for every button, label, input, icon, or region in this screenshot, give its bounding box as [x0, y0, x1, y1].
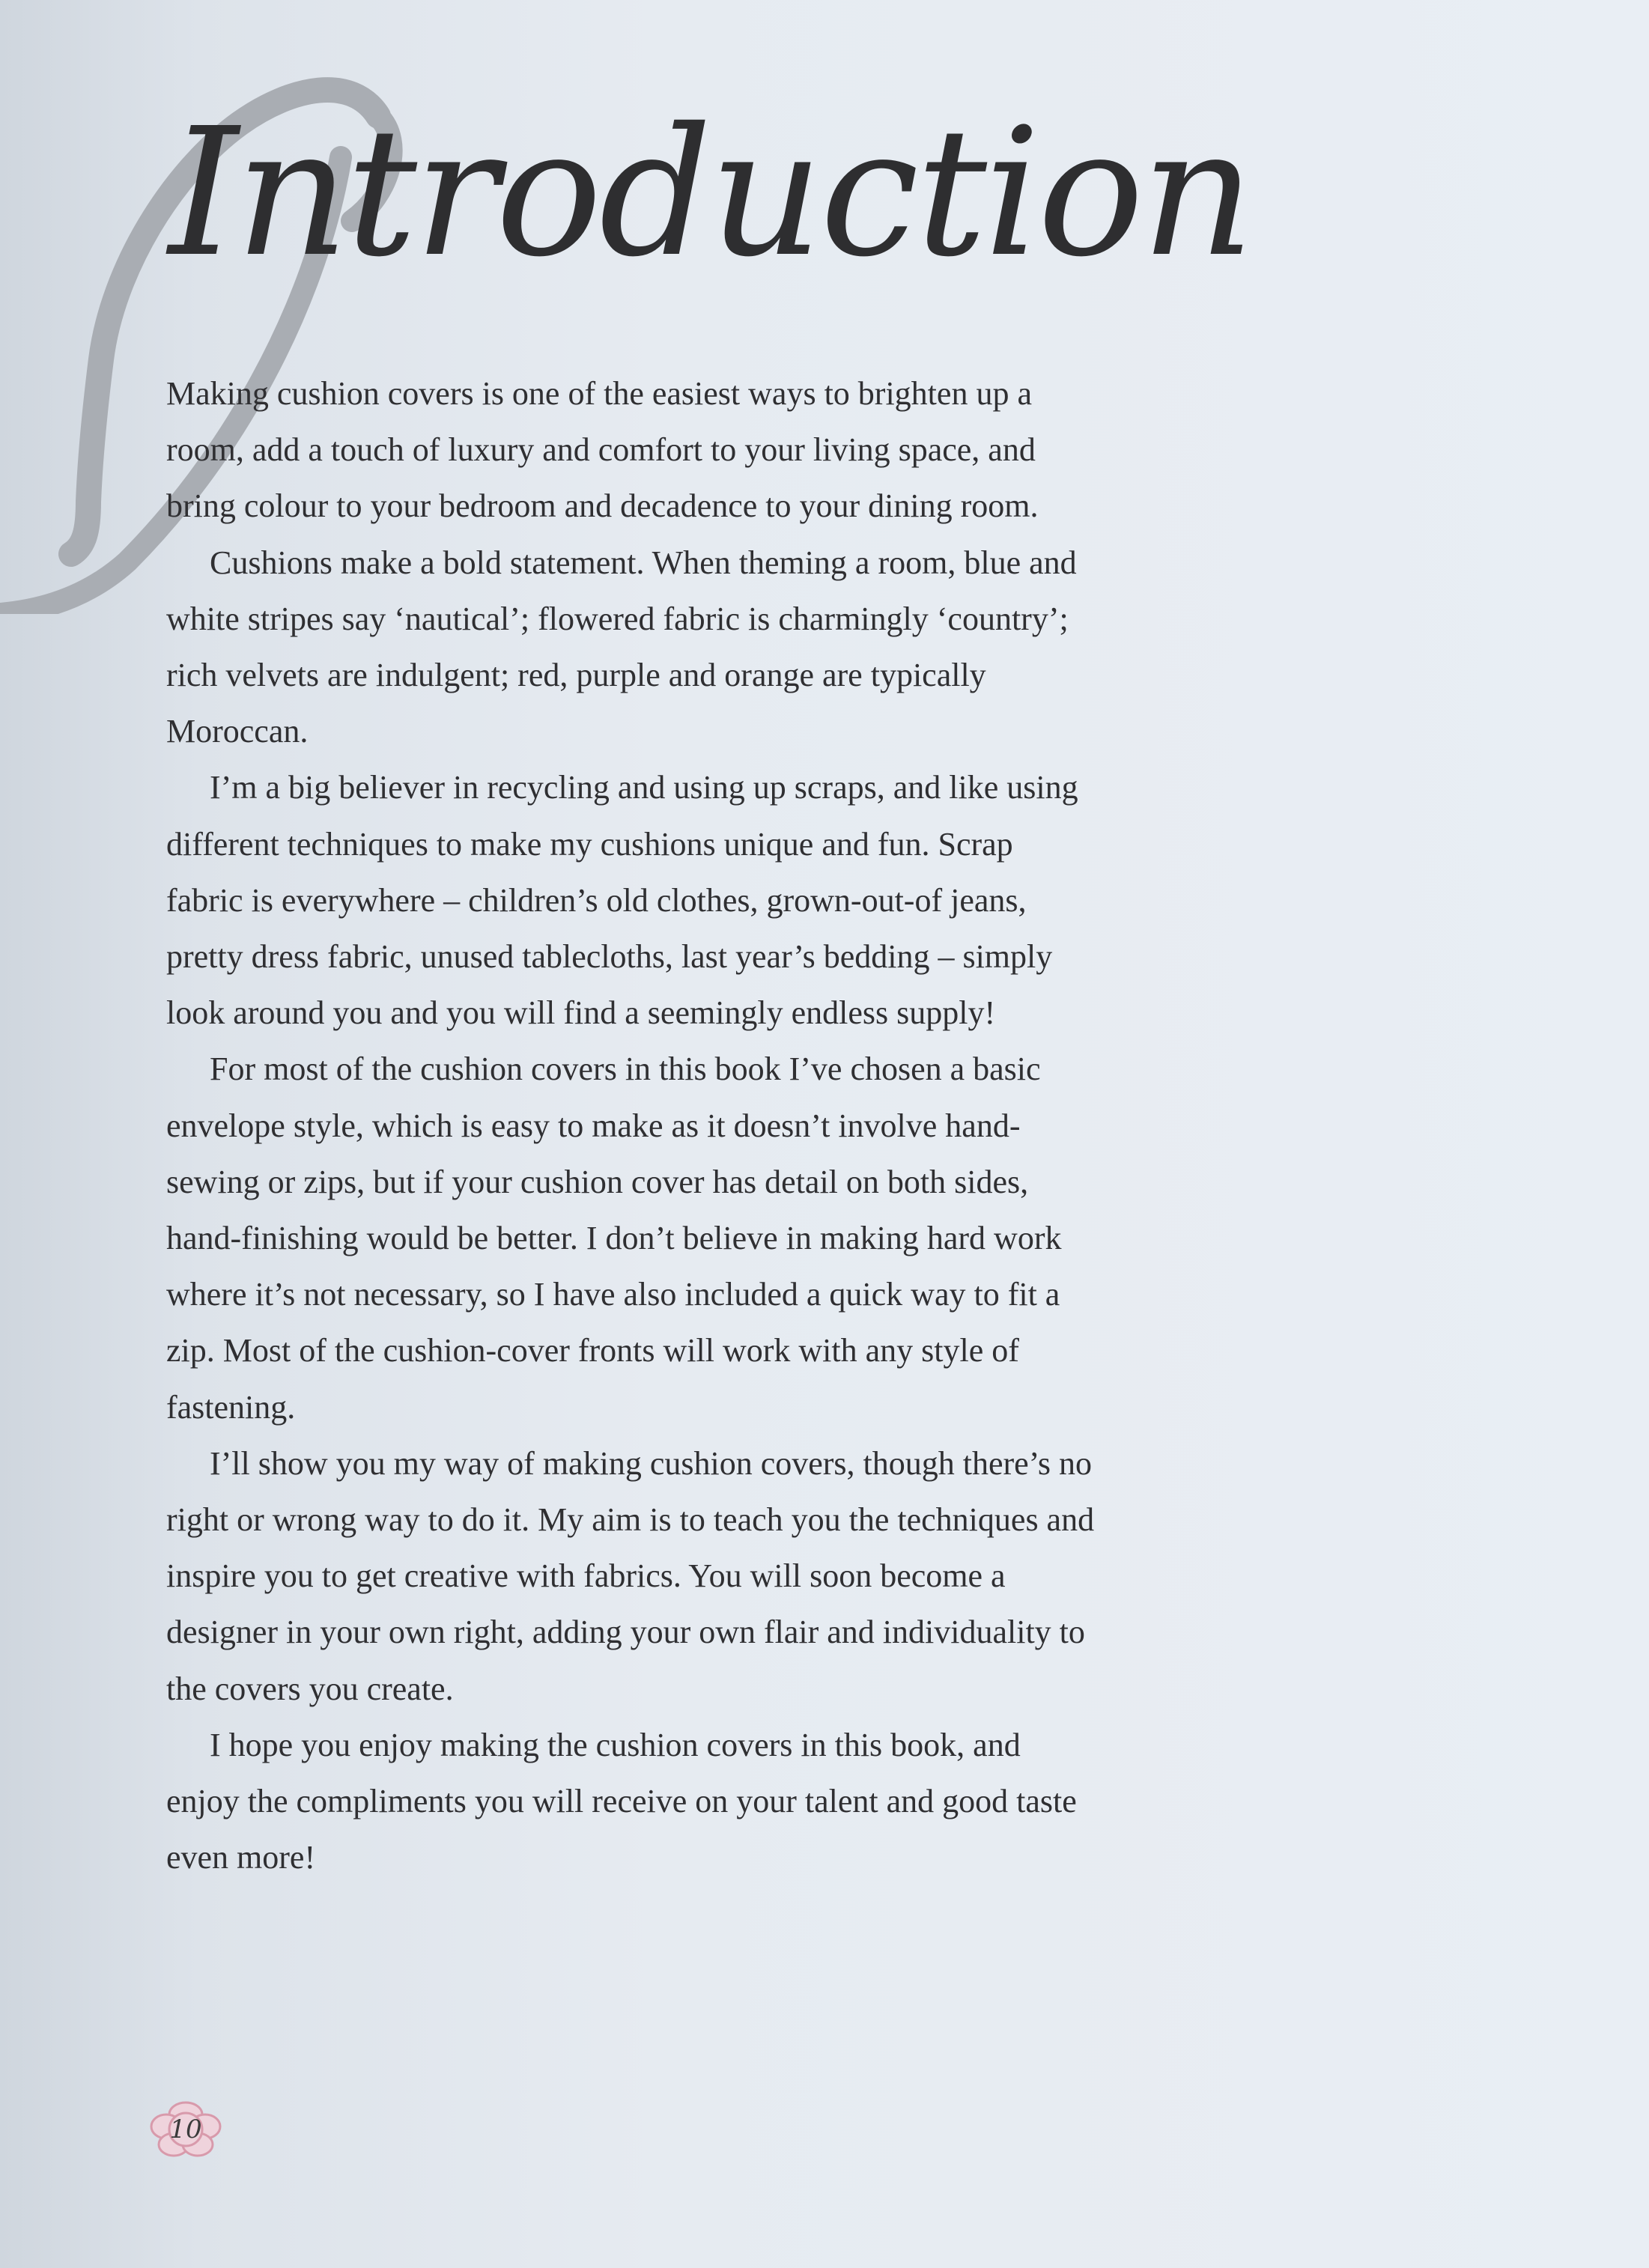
paragraph: I’m a big believer in recycling and using up scraps, and like using different techniques to make my cushions unique and fun. Scrap fabric is everywhere – children’s old clothes, grown-out-of jeans, pretty dress fabric, unused tablecloths, last year’s bedding – simply look around you and you will find a seemingly endless supply! — [166, 769, 1078, 1032]
paragraph: Cushions make a bold statement. When theming a room, blue and white stripes say ‘nautical’; flowered fabric is charmingly ‘country’; rich velvets are indulgent; red, purple and orange are typically Moroccan. — [166, 544, 1077, 750]
paragraph: Making cushion covers is one of the easiest ways to brighten up a room, add a touch of luxury and comfort to your living space, and bring colour to your bedroom and decadence to your dining room. — [166, 375, 1039, 525]
paragraph: I hope you enjoy making the cushion covers in this book, and enjoy the compliments you will receive on your talent and good taste even more! — [166, 1726, 1077, 1876]
paragraph: I’ll show you my way of making cushion covers, though there’s no right or wrong way to do it. My aim is to teach you the techniques and inspire you to get creative with fabrics. You will soon become a designer in your own right, adding your own flair and individuality to the covers you create. — [166, 1444, 1095, 1707]
paragraph: For most of the cushion covers in this book I’ve chosen a basic envelope style, which is easy to make as it doesn’t involve hand-sewing or zips, but if your cushion cover has detail on both sides, hand-finishing would be better. I don’t believe in making hard work where it’s not necessary, so I have also included a quick way to fit a zip. Most of the cushion-cover fronts will work with any style of fastening. — [166, 1051, 1062, 1426]
body-text — [166, 365, 1095, 1885]
page-number-badge — [150, 2101, 222, 2158]
page-number: 10 — [169, 2115, 202, 2144]
page-title: Introduction — [168, 90, 1252, 296]
